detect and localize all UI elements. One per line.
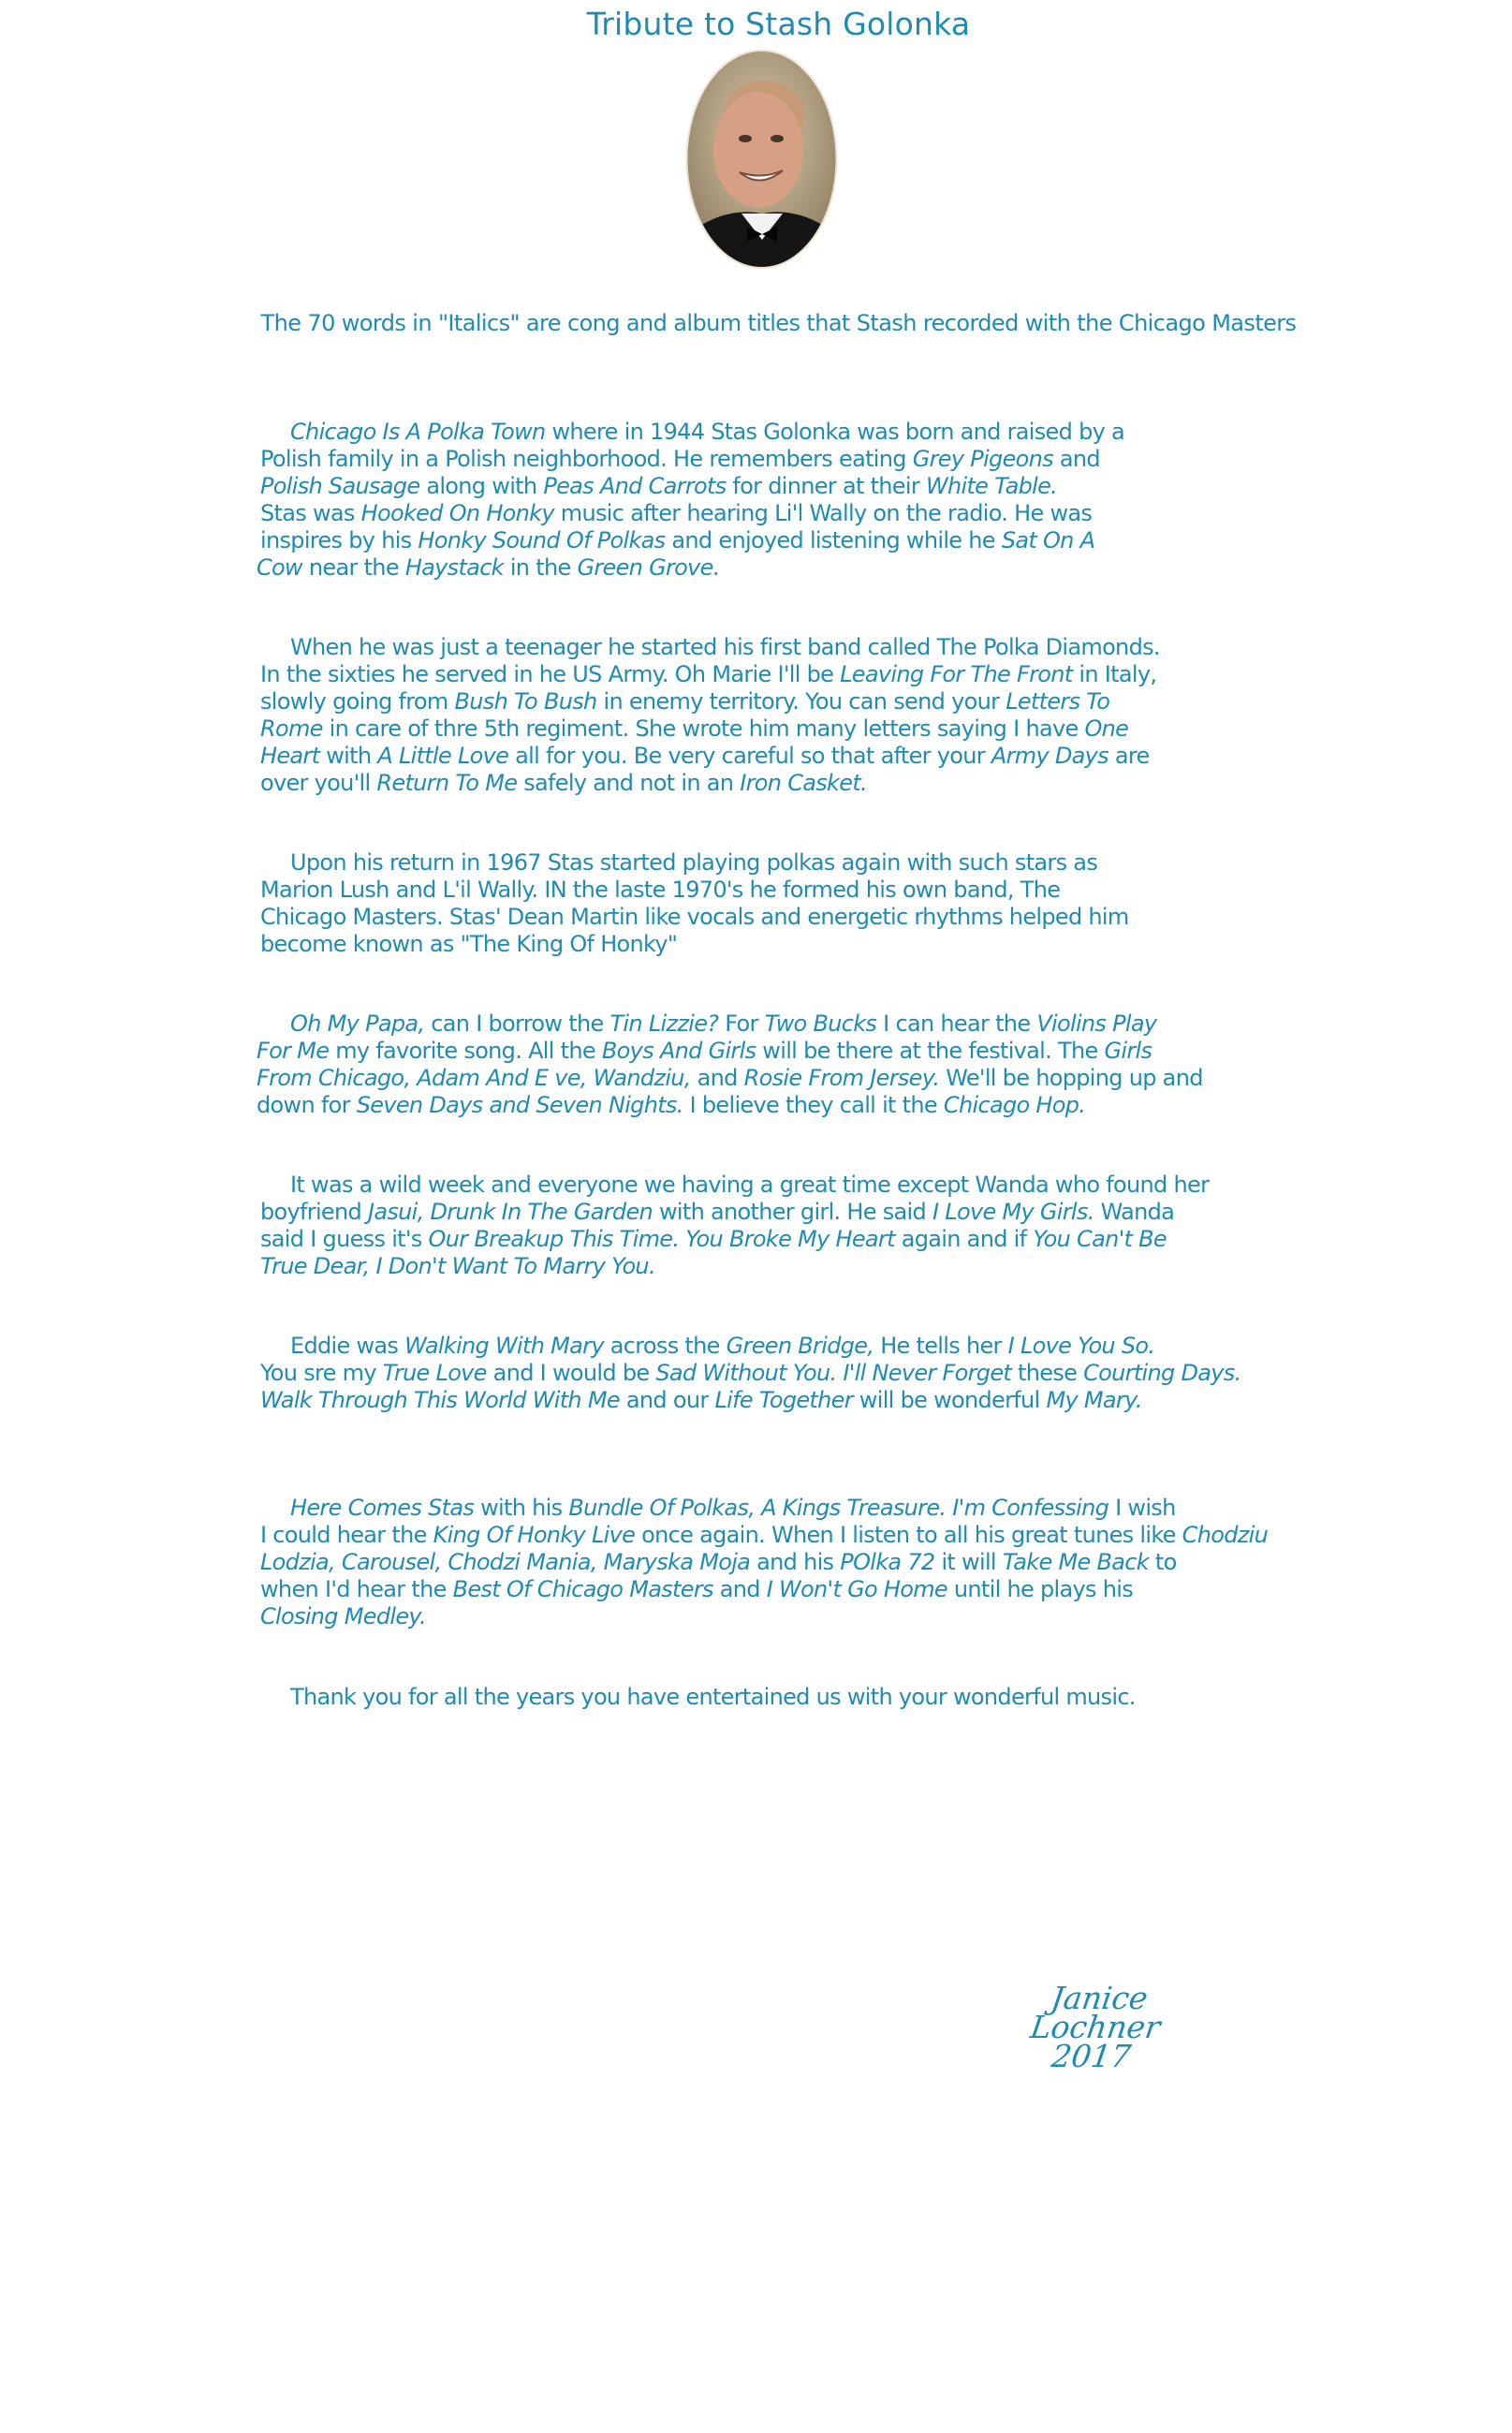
song-title-text: Honky Sound Of Polkas: [418, 527, 666, 553]
song-title-text: Grey Pigeons: [912, 446, 1053, 472]
song-title-text: Life Together: [714, 1387, 853, 1413]
paragraph-line: [260, 1253, 1299, 1280]
body-text: near the: [301, 554, 405, 581]
paragraph-line: [260, 446, 1299, 473]
body-text: inspires by his: [260, 527, 418, 553]
body-text: and our: [619, 1387, 715, 1413]
body-text: until he plays his: [947, 1576, 1134, 1602]
song-title-text: One: [1084, 715, 1129, 742]
paragraph-line: [260, 1522, 1299, 1549]
body-text: You sre my: [260, 1360, 383, 1386]
body-text: in care of thre 5th regiment. She wrote him many letters saying I have: [322, 715, 1085, 742]
body-text: down for: [257, 1092, 357, 1118]
paragraph-line: [260, 1576, 1299, 1603]
song-title-text: Peas And Carrots: [543, 473, 727, 499]
body-text: with: [319, 743, 378, 769]
paragraph-line: [260, 1010, 1299, 1038]
song-title-text: A Little Love: [377, 743, 509, 769]
body-text: and: [712, 1576, 767, 1602]
body-text: boyfriend: [260, 1199, 368, 1225]
paragraph-line: [257, 1038, 1299, 1065]
song-title-text: Tin Lizzie?: [609, 1010, 719, 1037]
song-title-text: I Won't Go Home: [766, 1576, 947, 1602]
song-title-text: Green Bridge,: [726, 1333, 874, 1359]
body-text: become known as "The King Of Honky": [260, 931, 678, 957]
song-title-text: Hooked On Honky: [360, 500, 554, 526]
body-text: When he was just a teenager he started his first band called The Polka Diamonds.: [290, 634, 1160, 660]
body-text: safely and not in an: [517, 770, 741, 796]
paragraph-line: [257, 554, 1299, 582]
song-title-text: Best Of Chicago Masters: [452, 1576, 713, 1602]
paragraph-eddie-mary: [260, 1333, 1299, 1414]
body-text: will be wonderful: [852, 1387, 1047, 1413]
body-text: are: [1108, 743, 1150, 769]
paragraph-chicago-masters: [260, 849, 1299, 958]
paragraph-line: [260, 1199, 1299, 1226]
paragraph-thank-you: [260, 1684, 1299, 1711]
paragraph-line: [260, 931, 1299, 958]
body-text: Eddie was: [290, 1333, 405, 1359]
body-text: will be there at the festival. The: [756, 1038, 1105, 1064]
song-title-text: From Chicago, Adam And E ve, Wandziu,: [257, 1065, 691, 1091]
body-text: to: [1148, 1549, 1177, 1575]
paragraph-festival: [257, 1010, 1299, 1119]
paragraph-line: [260, 688, 1299, 715]
song-title-text: Iron Casket.: [740, 770, 867, 796]
body-text: these: [1011, 1360, 1084, 1386]
paragraph-line: [260, 500, 1299, 527]
paragraph-line: [260, 1360, 1299, 1387]
song-title-text: Chodziu: [1182, 1522, 1269, 1548]
body-text: I believe they call it the: [683, 1092, 944, 1118]
paragraph-army: [260, 634, 1299, 797]
body-text: Marion Lush and L'il Wally. IN the laste 1970's he formed his own band, The: [260, 877, 1061, 903]
song-title-text: Sat On A: [1001, 527, 1095, 553]
song-title-text: Green Grove.: [577, 554, 720, 581]
song-title-text: Leaving For The Front: [840, 661, 1073, 687]
body-text: in the: [503, 554, 578, 581]
body-text: I wish: [1108, 1495, 1176, 1521]
paragraph-line: [260, 1549, 1299, 1576]
paragraph-line: [260, 419, 1299, 446]
paragraph-line: [260, 904, 1299, 931]
body-text: Polish family in a Polish neighborhood. He remembers eating: [260, 446, 913, 472]
song-title-text: Courting Days.: [1083, 1360, 1241, 1386]
body-text: again and if: [894, 1226, 1034, 1252]
song-title-text: Here Comes Stas: [290, 1495, 475, 1521]
song-title-text: Bundle Of Polkas, A Kings Treasure.: [568, 1495, 947, 1521]
paragraph-line: [260, 743, 1299, 770]
body-text: in enemy territory. You can send your: [596, 688, 1006, 715]
body-text: Wanda: [1094, 1199, 1175, 1225]
song-title-text: Oh My Papa,: [290, 1010, 425, 1037]
song-title-text: Sad Without You.: [655, 1360, 837, 1386]
body-text: when I'd hear the: [260, 1576, 453, 1602]
body-text: for dinner at their: [726, 473, 926, 499]
song-title-text: POlka 72: [840, 1549, 935, 1575]
song-title-text: Letters To: [1006, 688, 1110, 715]
body-text: across the: [603, 1333, 727, 1359]
song-title-text: My Mary.: [1046, 1387, 1142, 1413]
body-text: Chicago Masters. Stas' Dean Martin like vocals and energetic rhythms helped him: [260, 904, 1129, 930]
signature: [986, 1980, 1204, 2074]
song-title-text: You Can't Be: [1033, 1226, 1167, 1252]
song-title-text: Army Days: [991, 743, 1108, 769]
body-text: it will: [934, 1549, 1003, 1575]
song-title-text: Walk Through This World With Me: [260, 1387, 620, 1413]
song-title-text: Seven Days and Seven Nights.: [356, 1092, 683, 1118]
paragraph-line: [260, 849, 1299, 877]
song-title-text: Lodzia, Carousel, Chodzi Mania, Maryska Moja: [260, 1549, 751, 1575]
body-text: can I borrow the: [424, 1010, 610, 1037]
signature-year: 2017: [1049, 2038, 1134, 2074]
paragraph-line: [257, 1065, 1299, 1092]
paragraph-line: [260, 473, 1299, 500]
song-title-text: Cow: [257, 554, 302, 581]
body-text: with another girl. He said: [653, 1199, 932, 1225]
paragraph-line: [260, 1684, 1299, 1711]
song-title-text: I Love My Girls.: [932, 1199, 1094, 1225]
song-title-text: Two Bucks: [764, 1010, 877, 1037]
body-text: and: [690, 1065, 744, 1091]
paragraph-wanda: [260, 1172, 1299, 1280]
body-text: and enjoyed listening while he: [665, 527, 1002, 553]
paragraph-line: [260, 634, 1299, 661]
song-title-text: Girls: [1104, 1038, 1152, 1064]
song-title-text: Boys And Girls: [601, 1038, 756, 1064]
paragraph-line: [257, 1092, 1299, 1119]
paragraph-line: [260, 1495, 1299, 1522]
page-title: Tribute to Stash Golonka: [586, 6, 971, 42]
song-title-text: You Broke My Heart: [685, 1226, 895, 1252]
body-text: said I guess it's: [260, 1226, 429, 1252]
paragraph-line: [260, 661, 1299, 688]
paragraph-line: [260, 1333, 1299, 1360]
paragraph-line: [260, 1172, 1299, 1199]
paragraph-here-comes-stas: [260, 1495, 1299, 1630]
body-text: along with: [419, 473, 544, 499]
song-title-text: Heart: [260, 743, 320, 769]
song-title-text: Rosie From Jersey.: [743, 1065, 940, 1091]
paragraph-line: [260, 1387, 1299, 1414]
song-title-text: Bush To Bush: [454, 688, 597, 715]
song-title-text: Closing Medley.: [260, 1603, 426, 1629]
paragraph-line: [260, 527, 1299, 554]
song-title-text: I Love You So.: [1007, 1333, 1155, 1359]
song-title-text: Chicago Is A Polka Town: [290, 419, 546, 445]
paragraph-line: [260, 877, 1299, 904]
song-title-text: Jasui, Drunk In The Garden: [367, 1199, 653, 1225]
song-title-text: I'm Confessing: [952, 1495, 1109, 1521]
portrait-photo: [685, 49, 838, 270]
body-text: Upon his return in 1967 Stas started playing polkas again with such stars as: [290, 849, 1098, 876]
song-title-text: White Table.: [925, 473, 1058, 499]
song-title-text: Chicago Hop.: [943, 1092, 1086, 1118]
body-text: and: [1052, 446, 1100, 472]
body-text: once again. When I listen to all his great tunes like: [635, 1522, 1182, 1548]
body-text: over you'll: [260, 770, 377, 796]
song-title-text: True Love: [382, 1360, 487, 1386]
body-text: with his: [474, 1495, 569, 1521]
body-text: In the sixties he served in he US Army. Oh Marie I'll be: [260, 661, 841, 687]
song-title-text: King Of Honky Live: [433, 1522, 636, 1548]
song-title-text: I'll Never Forget: [843, 1360, 1012, 1386]
song-title-text: Walking With Mary: [404, 1333, 604, 1359]
song-title-text: For Me: [257, 1038, 330, 1064]
paragraph-line: [260, 715, 1299, 743]
body-text: I can hear the: [876, 1010, 1037, 1037]
body-text: Thank you for all the years you have entertained us with your wonderful music.: [290, 1684, 1136, 1710]
body-text: in Italy,: [1072, 661, 1157, 687]
song-title-text: Take Me Back: [1002, 1549, 1149, 1575]
paragraph-line: [260, 1226, 1299, 1253]
body-text: slowly going from: [260, 688, 455, 715]
body-text: all for you. Be very careful so that after your: [508, 743, 991, 769]
body-text: and his: [750, 1549, 841, 1575]
body-text: He tells her: [873, 1333, 1008, 1359]
italics-note: The 70 words in "Italics" are cong and album titles that Stash recorded with the Chicago Masters: [260, 310, 1297, 336]
body-text: For: [718, 1010, 765, 1037]
body-text: It was a wild week and everyone we having a great time except Wanda who found her: [290, 1172, 1210, 1198]
signature-name: Janice Lochner: [1028, 1980, 1163, 2045]
paragraph-line: [260, 1603, 1299, 1630]
body-text: where in 1944 Stas Golonka was born and raised by a: [545, 419, 1125, 445]
song-title-text: Return To Me: [376, 770, 518, 796]
body-text: We'll be hopping up and: [939, 1065, 1203, 1091]
song-title-text: Polish Sausage: [260, 473, 420, 499]
song-title-text: Haystack: [404, 554, 504, 581]
body-text: my favorite song. All the: [329, 1038, 602, 1064]
body-text: Stas was: [260, 500, 361, 526]
song-title-text: Violins Play: [1036, 1010, 1157, 1037]
song-title-text: Rome: [260, 715, 323, 742]
body-text: and I would be: [486, 1360, 656, 1386]
song-title-text: True Dear, I Don't Want To Marry You.: [260, 1253, 655, 1279]
body-text: I could hear the: [260, 1522, 433, 1548]
paragraph-line: [260, 770, 1299, 797]
body-text: music after hearing Li'l Wally on the radio. He was: [553, 500, 1093, 526]
paragraph-born-chicago: [257, 419, 1299, 582]
song-title-text: Our Breakup This Time.: [428, 1226, 680, 1252]
